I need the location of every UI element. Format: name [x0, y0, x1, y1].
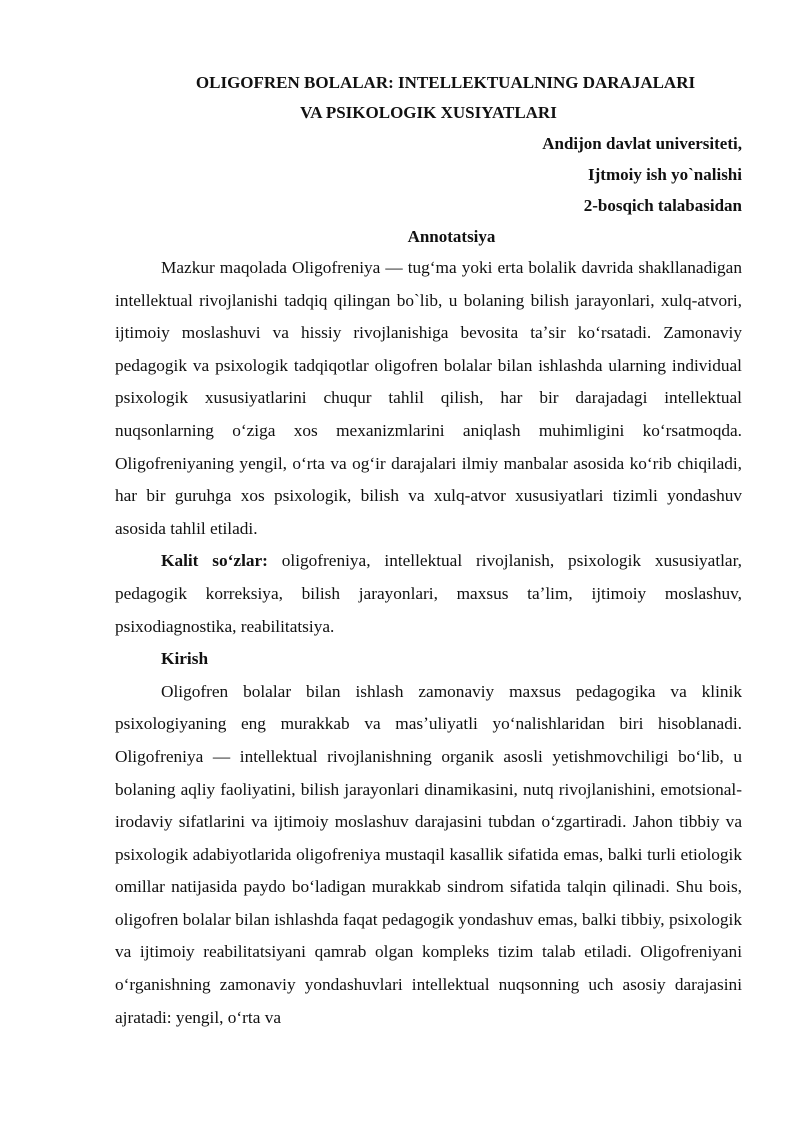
introduction-heading: Kirish	[161, 649, 209, 669]
document-page	[115, 68, 742, 1034]
keywords-label: Kalit soʻzlar:	[161, 551, 268, 571]
keywords-text: oligofreniya, intellektual rivojlanish, psixologik xususiyatlar, pedagogik korreksiya, bilish jarayonlari, maxsus taʼlim, ijtimoiy moslashuv, psixodiagnostika, reabilitatsiya.	[115, 551, 742, 636]
annotation-heading: Annotatsiya	[407, 227, 496, 246]
introduction-text: Oligofren bolalar bilan ishlash zamonaviy maxsus pedagogika va klinik psixologiyaning eng murakkab va masʼuliyatli yoʻnalishlaridan biri hisoblanadi. Oligofreniya — intellektual rivojlanishning organik asosli yetishmovchiligi boʻlib, u bolaning aqliy faoliyatini, bilish jarayonlari dinamikasini, nutq rivojlanishini, emotsional-irodaviy sifatlarini va ijtimoiy moslashuv darajasini tubdan oʻzgartiradi. Jahon tibbiy va psixologik adabiyotlarida oligofreniya mustaqil kasallik sifatida emas, balki turli etiologik omillar natijasida paydo boʻladigan murakkab sindrom sifatida talqin qilinadi. Shu bois, oligofren bolalar bilan ishlashda faqat pedagogik yondashuv emas, balki tibbiy, psixologik va ijtimoiy reabilitatsiyani qamrab olgan kompleks tizim talab etiladi. Oligofreniyani oʻrganishning zamonaviy yondashuvlari intellektual nuqsonning uch asosiy darajasini ajratadi: yengil, oʻrta va	[115, 681, 742, 1027]
author-department: Ijtmoiy ish yo`nalishi	[588, 165, 742, 184]
author-year: 2-bosqich talabasidan	[583, 196, 742, 215]
author-university: Andijon davlat universiteti,	[542, 134, 742, 153]
author-block	[115, 128, 742, 221]
keywords-paragraph	[115, 545, 742, 643]
annotation-text: Mazkur maqolada Oligofreniya — tugʻma yoki erta bolalik davrida shakllanadigan intellektual rivojlanishi tadqiq qilingan bo`lib, u bolaning bilish jarayonlari, xulq-atvori, ijtimoiy moslashuvi va hissiy rivojlanishiga bevosita taʼsir koʻrsatadi. Zamonaviy pedagogik va psixologik tadqiqotlar oligofren bolalar bilan ishlashda ularning individual psixologik xususiyatlarini chuqur tahlil qilish, har bir darajadagi intellektual nuqsonlarning oʻziga xos mexanizmlarini aniqlash muhimligini koʻrsatmoqda. Oligofreniyaning yengil, oʻrta va ogʻir darajalari ilmiy manbalar asosida koʻrib chiqiladi, har bir guruhga xos psixologik, bilish va xulq-atvor xususiyatlari tizimli yondashuv asosida tahlil etiladi.	[115, 258, 742, 538]
paper-title	[115, 68, 742, 128]
title-line-1: OLIGOFREN BOLALAR: INTELLEKTUALNING DARAJALARI	[195, 73, 696, 92]
title-line-2: VA PSIKOLOGIK XUSIYATLARI	[300, 103, 557, 122]
